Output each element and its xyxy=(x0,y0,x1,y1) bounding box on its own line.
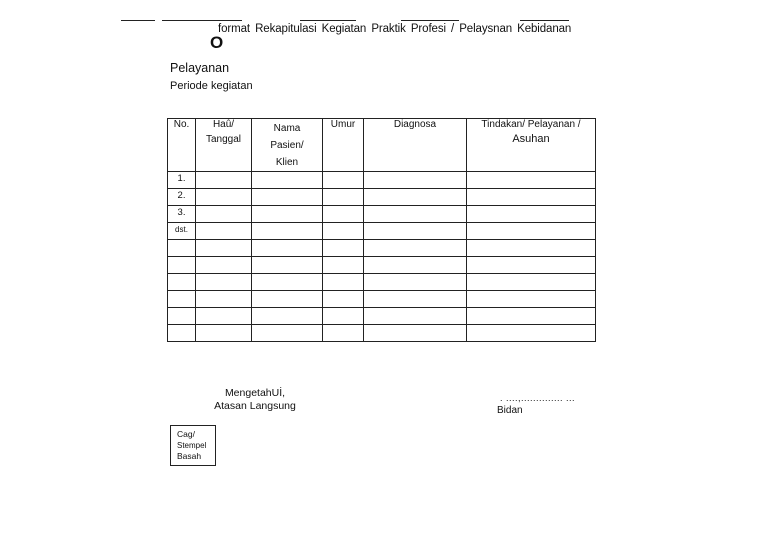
header-rule xyxy=(520,20,569,21)
row-number xyxy=(168,308,196,325)
header-date: Haû/ Tanggal xyxy=(196,119,252,172)
header-rule xyxy=(121,20,155,21)
supervisor-label: Atasan Langsung xyxy=(214,400,296,412)
midwife-label: Bidan xyxy=(497,405,523,416)
header-rule xyxy=(162,20,242,21)
header-diagnosis: Diagnosa xyxy=(364,119,467,172)
table-row xyxy=(168,206,596,223)
acknowledged-label: MengetahUİ, xyxy=(224,387,286,399)
table-row xyxy=(168,325,596,342)
table-row xyxy=(168,291,596,308)
row-number xyxy=(168,257,196,274)
row-number xyxy=(168,240,196,257)
circle-mark: O xyxy=(210,33,224,52)
row-number xyxy=(168,325,196,342)
row-number: 1. xyxy=(168,172,196,189)
table-header-row xyxy=(168,119,596,172)
place-date-line: . ....,.............. ... xyxy=(500,393,576,403)
table-row xyxy=(168,308,596,325)
recap-table xyxy=(167,118,596,342)
row-number xyxy=(168,274,196,291)
service-label: Pelayanan xyxy=(170,61,230,75)
header-action: Tindakan/ Pelayanan / Asuhan xyxy=(467,119,596,172)
header-rule xyxy=(401,20,459,21)
table-row xyxy=(168,240,596,257)
stamp-line: Stempel xyxy=(177,441,207,450)
row-number: 3. xyxy=(168,206,196,223)
row-number: 2. xyxy=(168,189,196,206)
header-rule xyxy=(300,20,356,21)
stamp-line: Cag/ xyxy=(177,429,195,439)
stamp-line: Basah xyxy=(177,451,202,461)
table-row xyxy=(168,274,596,291)
header-age: Umur xyxy=(323,119,364,172)
header-no: No. xyxy=(168,119,196,172)
period-label: Periode kegiatan xyxy=(170,80,253,92)
table-row xyxy=(168,172,596,189)
table-row xyxy=(168,189,596,206)
table-row xyxy=(168,257,596,274)
row-number: dst. xyxy=(168,223,196,240)
header-patient-name: Nama Pasien/ Klien xyxy=(252,119,323,172)
stamp-box xyxy=(170,425,216,466)
document-title: format Rekapitulasi Kegiatan Praktik Profesi / Pelaysnan Kebidanan xyxy=(218,23,572,35)
acknowledgement-block xyxy=(200,387,310,413)
row-number xyxy=(168,291,196,308)
table-row xyxy=(168,223,596,240)
